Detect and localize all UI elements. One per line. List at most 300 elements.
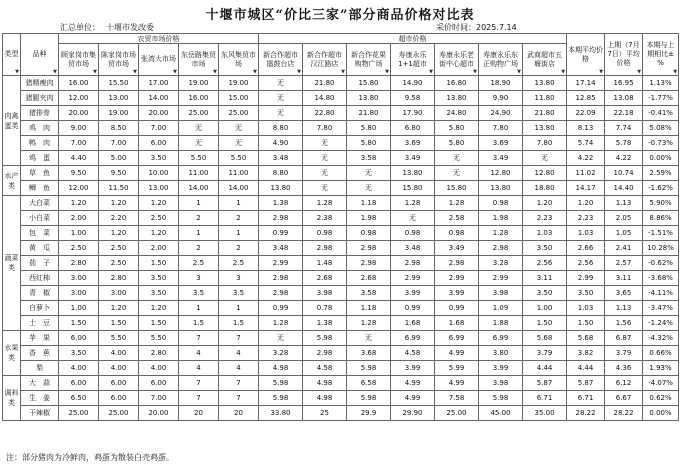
item-name-cell[interactable]: 青 椒 — [21, 286, 59, 301]
previous-price-cell[interactable]: 1.13 — [605, 301, 643, 316]
price-cell[interactable]: 3.79 — [523, 346, 567, 361]
price-cell[interactable]: 13.80 — [259, 181, 303, 196]
average-price-cell[interactable]: 2.99 — [567, 271, 605, 286]
price-cell[interactable]: 2.50 — [99, 256, 139, 271]
price-cell[interactable]: 25 — [303, 406, 347, 421]
header-store-1[interactable]: 陈家岗市场贸市场 ▼ — [99, 44, 139, 76]
price-cell[interactable]: 7.00 — [99, 136, 139, 151]
price-cell[interactable]: 7.00 — [139, 391, 179, 406]
price-cell[interactable]: 13.00 — [99, 91, 139, 106]
item-name-cell[interactable]: 鸡 蛋 — [21, 151, 59, 166]
price-cell[interactable]: 14.00 — [139, 91, 179, 106]
price-cell[interactable]: 2 — [219, 241, 259, 256]
price-cell[interactable]: 2.98 — [347, 241, 391, 256]
filter-dropdown-icon[interactable]: ▼ — [473, 69, 477, 75]
price-cell[interactable]: 4.99 — [391, 391, 435, 406]
item-name-cell[interactable]: 香 蕉 — [21, 346, 59, 361]
previous-price-cell[interactable]: 1.13 — [605, 196, 643, 211]
average-price-cell[interactable]: 1.50 — [567, 316, 605, 331]
item-name-cell[interactable]: 猪精瘦肉 — [21, 76, 59, 91]
price-cell[interactable]: 3.50 — [139, 271, 179, 286]
price-cell[interactable]: 5.80 — [347, 136, 391, 151]
filter-dropdown-icon[interactable]: ▼ — [173, 69, 177, 75]
price-cell[interactable]: 5.50 — [219, 151, 259, 166]
price-cell[interactable]: 1.28 — [435, 196, 479, 211]
category-cell[interactable]: 水果类 — [3, 331, 21, 376]
average-price-cell[interactable]: 28.22 — [567, 406, 605, 421]
item-name-cell[interactable]: 大 蒜 — [21, 376, 59, 391]
price-cell[interactable]: 1.20 — [99, 226, 139, 241]
price-cell[interactable]: 19.00 — [219, 76, 259, 91]
price-cell[interactable]: 2.58 — [435, 211, 479, 226]
header-change[interactable]: 本期与上期相比±% ▼ — [643, 34, 679, 76]
price-cell[interactable]: 3.50 — [59, 346, 99, 361]
price-cell[interactable]: 1.28 — [303, 196, 347, 211]
item-name-cell[interactable]: 苹 果 — [21, 331, 59, 346]
price-cell[interactable]: 2.68 — [303, 271, 347, 286]
average-price-cell[interactable]: 2.56 — [567, 256, 605, 271]
price-cell[interactable]: 25.00 — [179, 106, 219, 121]
item-name-cell[interactable]: 白萝卜 — [21, 301, 59, 316]
price-cell[interactable]: 6.00 — [99, 376, 139, 391]
price-cell[interactable]: 16.00 — [59, 76, 99, 91]
price-cell[interactable]: 1.00 — [59, 226, 99, 241]
price-cell[interactable]: 2.50 — [139, 211, 179, 226]
price-cell[interactable]: 4 — [219, 361, 259, 376]
price-cell[interactable]: 18.80 — [523, 181, 567, 196]
price-cell[interactable]: 5.98 — [303, 331, 347, 346]
category-cell[interactable]: 水产类 — [3, 166, 21, 196]
price-cell[interactable]: 6.00 — [139, 376, 179, 391]
previous-price-cell[interactable]: 4.22 — [605, 151, 643, 166]
item-name-cell[interactable]: 大白菜 — [21, 196, 59, 211]
header-name[interactable]: 品种 ▼ — [21, 34, 59, 76]
previous-price-cell[interactable]: 4.36 — [605, 361, 643, 376]
price-cell[interactable]: 5.00 — [99, 151, 139, 166]
price-cell[interactable]: 4 — [219, 346, 259, 361]
average-price-cell[interactable]: 2.23 — [567, 211, 605, 226]
price-cell[interactable]: 15.00 — [219, 91, 259, 106]
average-price-cell[interactable]: 1.20 — [567, 196, 605, 211]
average-price-cell[interactable]: 1.03 — [567, 301, 605, 316]
item-name-cell[interactable]: 鲫 鱼 — [21, 181, 59, 196]
filter-dropdown-icon[interactable]: ▼ — [15, 69, 19, 75]
price-cell[interactable]: 5.87 — [523, 376, 567, 391]
price-cell[interactable]: 6.00 — [99, 391, 139, 406]
header-store-4[interactable]: 东风集贸市场 ▼ — [219, 44, 259, 76]
price-cell[interactable]: 2.38 — [303, 211, 347, 226]
change-percent-cell[interactable]: 1.93% — [643, 361, 679, 376]
price-cell[interactable]: 3.50 — [139, 151, 179, 166]
previous-price-cell[interactable]: 6.67 — [605, 391, 643, 406]
price-cell[interactable]: 7.80 — [479, 121, 523, 136]
price-cell[interactable]: 3.98 — [303, 286, 347, 301]
item-name-cell[interactable]: 猪腿夹肉 — [21, 91, 59, 106]
price-cell[interactable]: 2.98 — [259, 211, 303, 226]
price-cell[interactable]: 15.80 — [391, 181, 435, 196]
price-cell[interactable]: 无 — [219, 121, 259, 136]
price-cell[interactable]: 0.98 — [347, 226, 391, 241]
previous-price-cell[interactable]: 2.05 — [605, 211, 643, 226]
price-cell[interactable]: 1.20 — [99, 301, 139, 316]
price-cell[interactable]: 5.98 — [347, 361, 391, 376]
price-cell[interactable]: 6.71 — [523, 391, 567, 406]
price-cell[interactable]: 14.90 — [391, 76, 435, 91]
price-cell[interactable]: 3.69 — [479, 136, 523, 151]
price-cell[interactable]: 3.00 — [59, 286, 99, 301]
average-price-cell[interactable]: 17.14 — [567, 76, 605, 91]
price-cell[interactable]: 6.00 — [59, 331, 99, 346]
price-cell[interactable]: 5.50 — [99, 331, 139, 346]
price-cell[interactable]: 20.00 — [139, 406, 179, 421]
price-cell[interactable]: 6.00 — [139, 136, 179, 151]
price-cell[interactable]: 1.20 — [59, 196, 99, 211]
price-cell[interactable]: 12.80 — [479, 166, 523, 181]
price-cell[interactable]: 3.11 — [523, 271, 567, 286]
previous-price-cell[interactable]: 5.78 — [605, 136, 643, 151]
price-cell[interactable]: 9.90 — [479, 91, 523, 106]
price-cell[interactable]: 14.00 — [179, 181, 219, 196]
price-cell[interactable]: 45.00 — [479, 406, 523, 421]
price-cell[interactable]: 14.00 — [219, 181, 259, 196]
filter-dropdown-icon[interactable]: ▼ — [341, 69, 345, 75]
price-cell[interactable]: 1 — [219, 301, 259, 316]
price-cell[interactable]: 3.80 — [479, 346, 523, 361]
previous-price-cell[interactable]: 6.12 — [605, 376, 643, 391]
item-name-cell[interactable]: 生 姜 — [21, 391, 59, 406]
previous-price-cell[interactable]: 13.08 — [605, 91, 643, 106]
header-store-6[interactable]: 新合作超市汉江路店 ▼ — [303, 44, 347, 76]
price-cell[interactable]: 5.80 — [435, 136, 479, 151]
price-cell[interactable]: 5.50 — [179, 151, 219, 166]
change-percent-cell[interactable]: -3.68% — [643, 271, 679, 286]
average-price-cell[interactable]: 4.44 — [567, 361, 605, 376]
change-percent-cell[interactable]: -0.62% — [643, 256, 679, 271]
previous-price-cell[interactable]: 3.79 — [605, 346, 643, 361]
price-cell[interactable]: 2.5 — [219, 256, 259, 271]
header-store-7[interactable]: 新合作花果购物广场 ▼ — [347, 44, 391, 76]
price-cell[interactable]: 3.48 — [391, 241, 435, 256]
price-cell[interactable]: 13.80 — [523, 121, 567, 136]
price-cell[interactable]: 4.00 — [139, 361, 179, 376]
price-cell[interactable]: 无 — [179, 121, 219, 136]
price-cell[interactable]: 1.5 — [219, 316, 259, 331]
price-cell[interactable]: 16.80 — [435, 76, 479, 91]
price-cell[interactable]: 6.58 — [347, 376, 391, 391]
header-store-5[interactable]: 新合作超市擂鼓台店 ▼ — [259, 44, 303, 76]
price-cell[interactable]: 2.00 — [139, 241, 179, 256]
filter-dropdown-icon[interactable]: ▼ — [385, 69, 389, 75]
price-cell[interactable]: 5.98 — [347, 391, 391, 406]
price-cell[interactable]: 2.00 — [59, 211, 99, 226]
price-cell[interactable]: 无 — [435, 166, 479, 181]
price-cell[interactable]: 0.99 — [391, 301, 435, 316]
price-cell[interactable]: 3.68 — [347, 346, 391, 361]
price-cell[interactable]: 4.98 — [303, 391, 347, 406]
price-cell[interactable]: 1.20 — [99, 196, 139, 211]
average-price-cell[interactable]: 5.68 — [567, 331, 605, 346]
price-cell[interactable]: 1.88 — [479, 316, 523, 331]
price-cell[interactable]: 2.98 — [303, 241, 347, 256]
header-store-3[interactable]: 东岳路集贸市场 ▼ — [179, 44, 219, 76]
price-cell[interactable]: 3.69 — [391, 136, 435, 151]
price-cell[interactable]: 8.80 — [259, 121, 303, 136]
previous-price-cell[interactable]: 2.41 — [605, 241, 643, 256]
price-cell[interactable]: 21.80 — [523, 106, 567, 121]
price-cell[interactable]: 18.90 — [479, 76, 523, 91]
average-price-cell[interactable]: 5.87 — [567, 376, 605, 391]
header-type[interactable]: 类型 ▼ — [3, 34, 21, 76]
item-name-cell[interactable]: 黄 瓜 — [21, 241, 59, 256]
header-store-9[interactable]: 寿康永乐老街中心超市 ▼ — [435, 44, 479, 76]
price-cell[interactable]: 35.00 — [523, 406, 567, 421]
price-cell[interactable]: 3.00 — [59, 271, 99, 286]
price-cell[interactable]: 29.9 — [347, 406, 391, 421]
average-price-cell[interactable]: 5.74 — [567, 136, 605, 151]
price-cell[interactable]: 无 — [179, 136, 219, 151]
item-name-cell[interactable]: 鸡 肉 — [21, 121, 59, 136]
price-cell[interactable]: 1.20 — [139, 226, 179, 241]
filter-dropdown-icon[interactable]: ▼ — [213, 69, 217, 75]
price-cell[interactable]: 无 — [259, 331, 303, 346]
price-cell[interactable]: 1.68 — [391, 316, 435, 331]
price-cell[interactable]: 4.44 — [523, 361, 567, 376]
price-cell[interactable]: 2.98 — [479, 241, 523, 256]
price-cell[interactable]: 1.50 — [523, 316, 567, 331]
price-cell[interactable]: 1.28 — [479, 226, 523, 241]
price-cell[interactable]: 5.68 — [523, 331, 567, 346]
price-cell[interactable]: 15.80 — [347, 76, 391, 91]
price-cell[interactable]: 13.80 — [523, 76, 567, 91]
change-percent-cell[interactable]: 8.86% — [643, 211, 679, 226]
price-cell[interactable]: 1.50 — [139, 316, 179, 331]
price-cell[interactable]: 1.50 — [139, 256, 179, 271]
category-cell[interactable]: 肉禽蛋类 — [3, 76, 21, 166]
filter-dropdown-icon[interactable]: ▼ — [297, 69, 301, 75]
price-cell[interactable]: 7.80 — [523, 136, 567, 151]
price-cell[interactable]: 无 — [303, 151, 347, 166]
price-cell[interactable]: 12.80 — [523, 166, 567, 181]
price-cell[interactable]: 2.98 — [391, 256, 435, 271]
price-cell[interactable]: 13.80 — [391, 166, 435, 181]
price-cell[interactable]: 3.99 — [391, 361, 435, 376]
price-cell[interactable]: 7.58 — [435, 391, 479, 406]
price-cell[interactable]: 7.80 — [303, 121, 347, 136]
previous-price-cell[interactable]: 14.40 — [605, 181, 643, 196]
price-cell[interactable]: 1.18 — [347, 196, 391, 211]
item-name-cell[interactable]: 包 菜 — [21, 226, 59, 241]
price-cell[interactable]: 12.00 — [59, 91, 99, 106]
change-percent-cell[interactable]: -4.11% — [643, 286, 679, 301]
price-cell[interactable]: 8.50 — [99, 121, 139, 136]
price-cell[interactable]: 9.00 — [59, 121, 99, 136]
filter-dropdown-icon[interactable]: ▼ — [599, 69, 604, 75]
price-cell[interactable]: 5.98 — [259, 391, 303, 406]
price-cell[interactable]: 3.28 — [479, 256, 523, 271]
filter-dropdown-icon[interactable]: ▼ — [93, 69, 97, 75]
price-cell[interactable]: 7 — [179, 331, 219, 346]
price-cell[interactable]: 5.98 — [259, 376, 303, 391]
header-store-10[interactable]: 寿康永乐东正购物广场 ▼ — [479, 44, 523, 76]
price-cell[interactable]: 0.78 — [303, 301, 347, 316]
price-cell[interactable]: 7 — [219, 331, 259, 346]
price-cell[interactable]: 无 — [391, 211, 435, 226]
price-cell[interactable]: 3.50 — [523, 241, 567, 256]
price-cell[interactable]: 4.00 — [59, 361, 99, 376]
price-cell[interactable]: 1.18 — [347, 301, 391, 316]
price-cell[interactable]: 22.80 — [303, 106, 347, 121]
price-cell[interactable]: 10.00 — [139, 166, 179, 181]
price-cell[interactable]: 无 — [303, 181, 347, 196]
price-cell[interactable]: 2.99 — [259, 256, 303, 271]
filter-dropdown-icon[interactable]: ▼ — [133, 69, 137, 75]
item-name-cell[interactable]: 土 豆 — [21, 316, 59, 331]
price-cell[interactable]: 19.00 — [99, 106, 139, 121]
price-cell[interactable]: 4.98 — [259, 361, 303, 376]
price-cell[interactable]: 7.00 — [139, 121, 179, 136]
price-cell[interactable]: 1 — [219, 226, 259, 241]
price-cell[interactable]: 4.98 — [303, 376, 347, 391]
price-cell[interactable]: 1.20 — [523, 196, 567, 211]
previous-price-cell[interactable]: 7.74 — [605, 121, 643, 136]
price-cell[interactable]: 1.98 — [347, 211, 391, 226]
price-cell[interactable]: 4.58 — [303, 361, 347, 376]
average-price-cell[interactable]: 8.13 — [567, 121, 605, 136]
price-cell[interactable]: 2.99 — [391, 271, 435, 286]
price-cell[interactable]: 2.98 — [303, 346, 347, 361]
price-cell[interactable]: 24.80 — [435, 106, 479, 121]
change-percent-cell[interactable]: -0.41% — [643, 106, 679, 121]
item-name-cell[interactable]: 小白菜 — [21, 211, 59, 226]
header-store-11[interactable]: 武商超市五堰街店 ▼ — [523, 44, 567, 76]
price-cell[interactable]: 2.68 — [347, 271, 391, 286]
price-cell[interactable]: 15.50 — [99, 76, 139, 91]
previous-price-cell[interactable]: 3.65 — [605, 286, 643, 301]
change-percent-cell[interactable]: -0.73% — [643, 136, 679, 151]
previous-price-cell[interactable]: 6.87 — [605, 331, 643, 346]
change-percent-cell[interactable]: 10.28% — [643, 241, 679, 256]
price-cell[interactable]: 13.80 — [479, 181, 523, 196]
change-percent-cell[interactable]: 0.00% — [643, 406, 679, 421]
change-percent-cell[interactable]: -1.24% — [643, 316, 679, 331]
average-price-cell[interactable]: 2.66 — [567, 241, 605, 256]
price-cell[interactable]: 12.00 — [59, 181, 99, 196]
price-cell[interactable]: 3.49 — [391, 151, 435, 166]
price-cell[interactable]: 11.00 — [219, 166, 259, 181]
price-cell[interactable]: 25.00 — [59, 406, 99, 421]
price-cell[interactable]: 2.23 — [523, 211, 567, 226]
change-percent-cell[interactable]: 0.66% — [643, 346, 679, 361]
price-cell[interactable]: 1.28 — [259, 316, 303, 331]
item-name-cell[interactable]: 鸭 肉 — [21, 136, 59, 151]
price-cell[interactable]: 2 — [179, 211, 219, 226]
price-cell[interactable]: 9.58 — [391, 91, 435, 106]
price-cell[interactable]: 无 — [347, 181, 391, 196]
change-percent-cell[interactable]: 5.08% — [643, 121, 679, 136]
price-cell[interactable]: 1.5 — [179, 316, 219, 331]
price-cell[interactable]: 1 — [179, 226, 219, 241]
average-price-cell[interactable]: 12.85 — [567, 91, 605, 106]
filter-dropdown-icon[interactable]: ▼ — [637, 69, 642, 75]
header-store-2[interactable]: 张湾大市场 ▼ — [139, 44, 179, 76]
price-cell[interactable]: 24.90 — [479, 106, 523, 121]
price-cell[interactable]: 3.49 — [435, 241, 479, 256]
price-cell[interactable]: 2.20 — [99, 211, 139, 226]
price-cell[interactable]: 33.80 — [259, 406, 303, 421]
average-price-cell[interactable]: 4.22 — [567, 151, 605, 166]
price-cell[interactable]: 4 — [179, 346, 219, 361]
price-cell[interactable]: 0.98 — [435, 226, 479, 241]
price-cell[interactable]: 3.99 — [391, 286, 435, 301]
price-cell[interactable]: 2.98 — [347, 256, 391, 271]
item-name-cell[interactable]: 干辣椒 — [21, 406, 59, 421]
header-store-0[interactable]: 顾家岗市集贸市场 ▼ — [59, 44, 99, 76]
previous-price-cell[interactable]: 1.05 — [605, 226, 643, 241]
price-cell[interactable]: 1.09 — [479, 301, 523, 316]
price-cell[interactable]: 2.80 — [59, 256, 99, 271]
header-average[interactable]: 本期平均价格 ▼ — [567, 34, 605, 76]
price-cell[interactable]: 4.99 — [435, 376, 479, 391]
change-percent-cell[interactable]: -3.47% — [643, 301, 679, 316]
price-cell[interactable]: 1.28 — [391, 196, 435, 211]
price-cell[interactable]: 无 — [259, 76, 303, 91]
price-cell[interactable]: 4.90 — [259, 136, 303, 151]
filter-dropdown-icon[interactable]: ▼ — [673, 69, 678, 75]
change-percent-cell[interactable]: -1.62% — [643, 181, 679, 196]
category-cell[interactable]: 调料类 — [3, 376, 21, 421]
price-cell[interactable]: 无 — [303, 166, 347, 181]
price-cell[interactable]: 19.00 — [179, 76, 219, 91]
price-cell[interactable]: 3.50 — [523, 286, 567, 301]
price-cell[interactable]: 6.80 — [391, 121, 435, 136]
filter-dropdown-icon[interactable]: ▼ — [561, 69, 566, 75]
item-name-cell[interactable]: 茄 子 — [21, 256, 59, 271]
price-cell[interactable]: 4.40 — [59, 151, 99, 166]
price-cell[interactable]: 17.00 — [139, 76, 179, 91]
price-cell[interactable]: 13.00 — [139, 181, 179, 196]
price-cell[interactable]: 1.00 — [523, 301, 567, 316]
price-cell[interactable]: 3.48 — [259, 151, 303, 166]
price-cell[interactable]: 1.20 — [139, 196, 179, 211]
price-cell[interactable]: 1.00 — [59, 301, 99, 316]
price-cell[interactable]: 1.50 — [99, 316, 139, 331]
price-cell[interactable]: 无 — [303, 136, 347, 151]
average-price-cell[interactable]: 3.50 — [567, 286, 605, 301]
filter-dropdown-icon[interactable]: ▼ — [53, 69, 57, 75]
price-cell[interactable]: 13.80 — [347, 91, 391, 106]
price-cell[interactable]: 1.48 — [303, 256, 347, 271]
change-percent-cell[interactable]: 5.90% — [643, 196, 679, 211]
item-name-cell[interactable]: 草 鱼 — [21, 166, 59, 181]
price-cell[interactable]: 1 — [179, 196, 219, 211]
item-name-cell[interactable]: 梨 — [21, 361, 59, 376]
price-cell[interactable]: 2.98 — [259, 271, 303, 286]
price-cell[interactable]: 3 — [179, 271, 219, 286]
change-percent-cell[interactable]: -1.51% — [643, 226, 679, 241]
price-cell[interactable]: 7.00 — [59, 136, 99, 151]
price-cell[interactable]: 5.80 — [435, 121, 479, 136]
price-cell[interactable]: 20.00 — [59, 106, 99, 121]
price-cell[interactable]: 3.00 — [99, 286, 139, 301]
price-cell[interactable]: 0.98 — [303, 226, 347, 241]
price-cell[interactable]: 9.50 — [59, 166, 99, 181]
price-cell[interactable]: 3.50 — [139, 286, 179, 301]
price-cell[interactable]: 2.56 — [523, 256, 567, 271]
price-cell[interactable]: 4.99 — [391, 376, 435, 391]
price-cell[interactable]: 5.98 — [479, 391, 523, 406]
price-cell[interactable]: 1.50 — [59, 316, 99, 331]
price-cell[interactable]: 2.50 — [59, 241, 99, 256]
